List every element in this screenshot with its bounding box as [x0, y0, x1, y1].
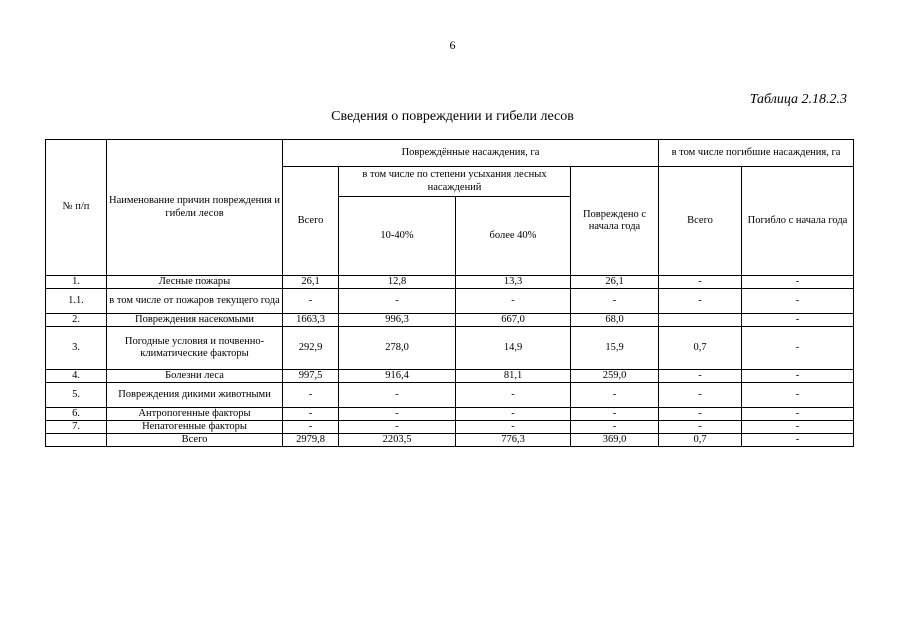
cell-num: 6. — [46, 408, 107, 421]
cell-since-year-start: - — [571, 408, 659, 421]
header-cause: Наименование причин повреждения и гибели лесов — [107, 140, 283, 276]
cell-total: 2979,8 — [283, 434, 339, 447]
table-total-row — [46, 434, 854, 447]
header-dead: в том числе погибшие насаждения, га — [659, 140, 854, 167]
cell-dead-total: - — [659, 289, 742, 314]
cell-degree-over-40: - — [456, 383, 571, 408]
cell-name: Лесные пожары — [107, 276, 283, 289]
cell-degree-10-40: 278,0 — [339, 327, 456, 370]
cell-dead-since-year-start: - — [742, 276, 854, 289]
cell-since-year-start: 26,1 — [571, 276, 659, 289]
cell-num: 4. — [46, 370, 107, 383]
cell-dead-total: - — [659, 408, 742, 421]
cell-name: Повреждения дикими животными — [107, 383, 283, 408]
cell-degree-over-40: 667,0 — [456, 314, 571, 327]
cell-name: Повреждения насекомыми — [107, 314, 283, 327]
cell-num: 7. — [46, 421, 107, 434]
cell-total: - — [283, 408, 339, 421]
cell-degree-over-40: 13,3 — [456, 276, 571, 289]
cell-num: 1. — [46, 276, 107, 289]
cell-dead-total — [659, 314, 742, 327]
cell-since-year-start: - — [571, 421, 659, 434]
page-number: 6 — [449, 38, 456, 52]
cell-degree-over-40: 776,3 — [456, 434, 571, 447]
cell-since-year-start: - — [571, 383, 659, 408]
cell-degree-10-40: 12,8 — [339, 276, 456, 289]
cell-dead-since-year-start: - — [742, 289, 854, 314]
cell-total: - — [283, 421, 339, 434]
header-total: Всего — [283, 167, 339, 276]
cell-since-year-start: 15,9 — [571, 327, 659, 370]
header-degree-over-40: более 40% — [456, 197, 571, 276]
cell-dead-since-year-start: - — [742, 434, 854, 447]
cell-dead-total: - — [659, 383, 742, 408]
table-row — [46, 327, 854, 370]
cell-since-year-start: - — [571, 289, 659, 314]
cell-degree-10-40: - — [339, 383, 456, 408]
cell-name: в том числе от пожаров текущего года — [107, 289, 283, 314]
cell-name: Антропогенные факторы — [107, 408, 283, 421]
cell-total: - — [283, 383, 339, 408]
cell-dead-total: - — [659, 421, 742, 434]
cell-dead-total: 0,7 — [659, 434, 742, 447]
cell-name: Болезни леса — [107, 370, 283, 383]
cell-degree-10-40: - — [339, 421, 456, 434]
cell-degree-10-40: 2203,5 — [339, 434, 456, 447]
damage-table — [45, 139, 854, 447]
cell-dead-since-year-start: - — [742, 370, 854, 383]
cell-num: 5. — [46, 383, 107, 408]
table-row — [46, 421, 854, 434]
cell-num: 2. — [46, 314, 107, 327]
cell-total: 997,5 — [283, 370, 339, 383]
cell-dead-since-year-start: - — [742, 408, 854, 421]
table-row — [46, 383, 854, 408]
header-since-year-start: Повреждено с начала года — [571, 167, 659, 276]
cell-dead-since-year-start: - — [742, 327, 854, 370]
cell-dead-total: 0,7 — [659, 327, 742, 370]
cell-name: Непатогенные факторы — [107, 421, 283, 434]
header-by-degree: в том числе по степени усыхания лесных насаждений — [339, 167, 571, 197]
cell-dead-total: - — [659, 276, 742, 289]
table-title: Сведения о повреждении и гибели лесов — [331, 109, 574, 124]
cell-num: 1.1. — [46, 289, 107, 314]
cell-name: Погодные условия и почвенно-климатические факторы — [107, 327, 283, 370]
cell-name: Всего — [107, 434, 283, 447]
table-caption: Таблица 2.18.2.3 — [749, 92, 847, 107]
cell-since-year-start: 68,0 — [571, 314, 659, 327]
cell-degree-over-40: - — [456, 421, 571, 434]
cell-degree-over-40: 81,1 — [456, 370, 571, 383]
cell-dead-since-year-start: - — [742, 314, 854, 327]
cell-degree-10-40: - — [339, 408, 456, 421]
cell-num — [46, 434, 107, 447]
cell-since-year-start: 259,0 — [571, 370, 659, 383]
table-row — [46, 276, 854, 289]
table-row — [46, 370, 854, 383]
cell-degree-over-40: - — [456, 289, 571, 314]
cell-degree-10-40: 996,3 — [339, 314, 456, 327]
header-dead-since-year-start: Погибло с начала года — [742, 167, 854, 276]
cell-dead-total: - — [659, 370, 742, 383]
cell-total: 1663,3 — [283, 314, 339, 327]
cell-degree-over-40: 14,9 — [456, 327, 571, 370]
cell-total: - — [283, 289, 339, 314]
cell-since-year-start: 369,0 — [571, 434, 659, 447]
cell-degree-10-40: - — [339, 289, 456, 314]
table-row — [46, 314, 854, 327]
cell-dead-since-year-start: - — [742, 421, 854, 434]
cell-total: 292,9 — [283, 327, 339, 370]
table-row — [46, 408, 854, 421]
cell-num: 3. — [46, 327, 107, 370]
header-damaged: Повреждённые насаждения, га — [283, 140, 659, 167]
cell-total: 26,1 — [283, 276, 339, 289]
table-row — [46, 289, 854, 314]
header-degree-10-40: 10-40% — [339, 197, 456, 276]
header-num: № п/п — [46, 140, 107, 276]
cell-degree-over-40: - — [456, 408, 571, 421]
cell-degree-10-40: 916,4 — [339, 370, 456, 383]
header-dead-total: Всего — [659, 167, 742, 276]
cell-dead-since-year-start: - — [742, 383, 854, 408]
